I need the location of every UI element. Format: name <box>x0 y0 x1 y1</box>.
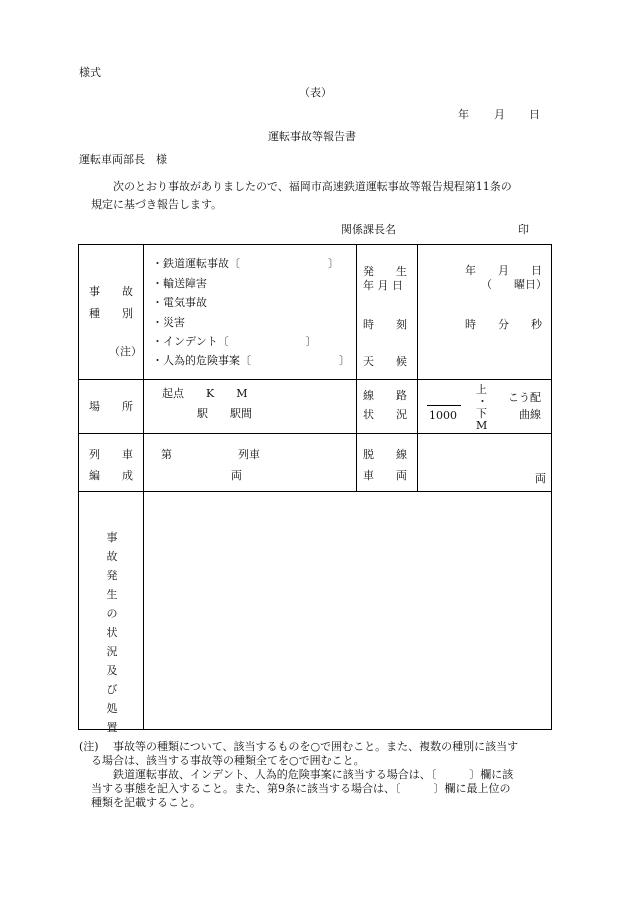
occurrence-label-2: 年 月 日 <box>363 279 403 292</box>
gradient-label: こう配 <box>508 391 541 404</box>
weather-label: 天 候 <box>363 355 407 368</box>
gradient-meter-unit: M <box>476 419 488 432</box>
option-electrical-accident: ・電気事故 <box>152 296 207 309</box>
notes-mark: (注) <box>79 740 99 753</box>
gradient-per-mille: 1000 <box>429 409 457 422</box>
notes-line-1: 事故等の種類について、該当するものを○で囲むこと。また、複数の種別に該当す <box>113 740 519 753</box>
addressee: 運転車両部長 様 <box>79 153 167 166</box>
notes-line-5: 種類を記載すること。 <box>91 796 201 809</box>
notes-line-3: 鉄道運転事故、インデント、人為的危険事案に該当する場合は、〔 〕欄に該 <box>113 768 514 781</box>
date-year-label: 年 <box>458 108 469 121</box>
row-divider <box>79 491 551 492</box>
document-title: 運転事故等報告書 <box>268 130 356 143</box>
option-railway-accident: ・鉄道運転事故〔 〕 <box>152 257 339 270</box>
train-number: 第 列車 <box>161 448 260 461</box>
track-condition-label-1: 線 路 <box>363 389 407 402</box>
location-station: 駅 駅間 <box>197 407 252 420</box>
derailed-cars-label-2: 車 両 <box>363 469 407 482</box>
seal-label: 印 <box>518 223 529 236</box>
note-mark: （注） <box>109 345 142 358</box>
occurrence-time-value: 時 分 秒 <box>465 318 542 331</box>
option-transport-disruption: ・輸送障害 <box>152 277 207 290</box>
gradient-dot: ・ <box>477 395 488 408</box>
occurrence-label-1: 発 生 <box>363 265 407 278</box>
style-label: 様式 <box>79 66 101 79</box>
chief-name-label: 関係課長名 <box>341 223 396 236</box>
column-divider <box>417 245 418 491</box>
gradient-up: 上 <box>476 383 487 396</box>
date-day-label: 日 <box>529 108 540 121</box>
notes-line-2: る場合は、該当する事故等の種類全てを○で囲むこと。 <box>91 754 365 767</box>
train-cars: 両 <box>231 469 242 482</box>
accident-report-table <box>78 244 552 734</box>
derailed-cars-value: 両 <box>535 472 546 485</box>
gradient-divider <box>427 405 461 406</box>
occurrence-weekday-value: （ 曜日） <box>481 278 547 291</box>
occurrence-date-value: 年 月 日 <box>465 264 542 277</box>
derailed-cars-label-1: 脱 線 <box>363 448 407 461</box>
location-label: 場 所 <box>89 400 133 413</box>
curve-label: 曲線 <box>519 408 541 421</box>
intro-line-1: 次のとおり事故がありましたので、福岡市高速鉄道運転事故等報告規程第11条の <box>113 180 512 193</box>
accident-type-label-bottom: 種 別 <box>89 307 133 320</box>
situation-label: 事 故 発 生 の 状 況 及 び 処 置 <box>106 531 118 734</box>
side-label: （表） <box>299 86 332 99</box>
column-divider <box>143 245 144 729</box>
row-divider <box>79 433 551 434</box>
option-human-hazard: ・人為的危険事案〔 〕 <box>152 354 350 367</box>
intro-line-2: 規定に基づき報告します。 <box>91 198 223 211</box>
train-label-2: 編 成 <box>89 469 133 482</box>
row-divider <box>79 379 551 380</box>
time-label: 時 刻 <box>363 318 407 331</box>
gradient-down: 下 <box>476 407 487 420</box>
location-origin: 起点 K M <box>162 387 248 400</box>
column-divider <box>356 245 357 491</box>
notes-line-4: 当する事態を記入すること。また、第9条に該当する場合は、〔 〕欄に最上位の <box>91 782 511 795</box>
track-condition-label-2: 状 況 <box>363 408 407 421</box>
date-month-label: 月 <box>494 108 505 121</box>
train-label-1: 列 車 <box>89 448 133 461</box>
option-disaster: ・災害 <box>152 316 185 329</box>
option-incident: ・インデント〔 〕 <box>152 335 317 348</box>
accident-type-label-top: 事 故 <box>89 285 133 298</box>
